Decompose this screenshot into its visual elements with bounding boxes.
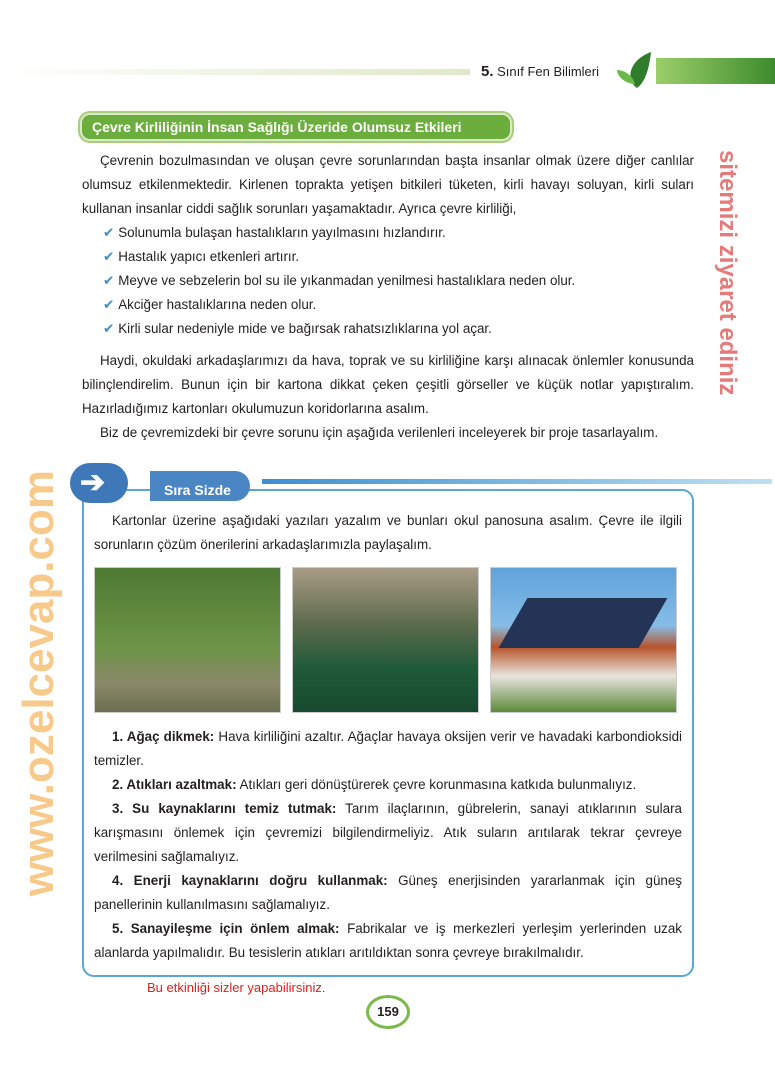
solution-text: Tarım ilaçlarının, gübrelerin, sanayi atıklarının sulara karışmasını önlemek için çevremizi bilgilendirmeliyiz. Atık suların arıtılarak tekrar çevreye verilmesini sağlamalıyız. xyxy=(94,801,682,864)
effect-item xyxy=(103,269,694,293)
solution-title: 1. Ağaç dikmek: xyxy=(112,729,215,744)
subject: Sınıf Fen Bilimleri xyxy=(497,64,600,79)
activity-intro: Kartonlar üzerine aşağıdaki yazıları yazalım ve bunları okul panosuna asalım. Çevre ile ilgili sorunların çözüm önerilerini arkadaşlarımızla paylaşalım. xyxy=(94,513,682,552)
solutions-list xyxy=(94,725,682,965)
effect-item xyxy=(103,293,694,317)
solution-title: 3. Su kaynaklarını temiz tutmak: xyxy=(112,801,337,816)
solution-text: Atıkları geri dönüştürerek çevre korunmasına katkıda bulunmalıyız. xyxy=(236,777,637,792)
leaf-icon xyxy=(615,50,655,90)
solution-item xyxy=(94,917,682,965)
activity-label: Sıra Sizde xyxy=(150,471,250,501)
grade: 5. xyxy=(481,63,494,80)
section-title: Çevre Kirliliğinin İnsan Sağlığı Üzeride Olumsuz Etkileri xyxy=(80,113,512,141)
recycling-bin-photo xyxy=(292,567,479,713)
solution-item xyxy=(94,725,682,773)
arrow-icon: ➔ xyxy=(80,466,106,499)
watermark: www.ozelcevap.com xyxy=(14,470,63,897)
effect-text: Solunumla bulaşan hastalıkların yayılmasını hızlandırır. xyxy=(118,225,446,240)
solution-text: Hava kirliliğini azaltır. Ağaçlar havaya oksijen verir ve havadaki karbondioksidi temizler. xyxy=(94,729,682,768)
solution-text: Fabrikalar ve iş merkezleri yerleşim yerlerinden uzak alanlarda yapılmalıdır. Bu tesislerin atıkları arıtıldıktan sonra çevreye bırakılmalıdır. xyxy=(94,921,683,960)
solution-title: 4. Enerji kaynaklarını doğru kullanmak: xyxy=(112,873,388,888)
effect-text: Meyve ve sebzelerin bol su ile yıkanmadan yenilmesi hastalıklara neden olur. xyxy=(118,273,576,288)
activity-line xyxy=(262,479,772,484)
effect-item xyxy=(103,245,694,269)
solution-item xyxy=(94,773,682,797)
paragraph-2: Haydi, okuldaki arkadaşlarımızı da hava, toprak ve su kirliliğine karşı alınacak önlemler konusunda bilinçlendirelim. Bunun için bir kartona dikkat çeken çeşitli görseller ve küçük notlar yapıştıralım. Hazırladığımız kartonları okulumuzun koridorlarına asalım. xyxy=(82,353,694,416)
header-line xyxy=(0,69,470,75)
effects-list xyxy=(103,221,694,341)
page-number: 159 xyxy=(366,995,410,1029)
activity-section xyxy=(80,466,694,977)
effect-text: Kirli sular nedeniyle mide ve bağırsak rahatsızlıklarına yol açar. xyxy=(118,321,492,336)
activity-box xyxy=(82,489,694,977)
tree-planting-photo xyxy=(94,567,281,713)
solution-item xyxy=(94,869,682,917)
check-icon: ✔ xyxy=(103,321,115,336)
solution-title: 2. Atıkları azaltmak: xyxy=(112,777,237,792)
solution-text: Güneş enerjisinden yararlanmak için güneş panellerinin kullanılmasını sağlamalıyız. xyxy=(94,873,682,912)
footer xyxy=(82,979,694,1035)
check-icon: ✔ xyxy=(103,273,115,288)
check-icon: ✔ xyxy=(103,297,115,312)
check-icon: ✔ xyxy=(103,225,115,240)
header-title xyxy=(481,63,599,80)
effect-item xyxy=(103,317,694,341)
watermark-sub: sitemizi ziyaret ediniz xyxy=(714,150,741,396)
header-bar xyxy=(656,58,775,84)
main-content xyxy=(82,149,694,1035)
effect-item xyxy=(103,221,694,245)
photo-row xyxy=(94,567,682,713)
check-icon: ✔ xyxy=(103,249,115,264)
paragraph-3: Biz de çevremizdeki bir çevre sorunu için aşağıda verilenleri inceleyerek bir proje tasarlayalım. xyxy=(100,425,659,440)
solution-title: 5. Sanayileşme için önlem almak: xyxy=(112,921,340,936)
effect-text: Akciğer hastalıklarına neden olur. xyxy=(118,297,317,312)
arrow-badge xyxy=(70,463,128,503)
intro-paragraph: Çevrenin bozulmasından ve oluşan çevre sorunlarından başta insanlar olmak üzere diğer canlılar olumsuz etkilenmektedir. Kirlenen toprakta yetişen bitkileri tüketen, kirli havayı soluyan, kirli suları kullanan insanlar ciddi sağlık sorunları yaşamaktadır. Ayrıca çevre kirliliği, xyxy=(82,153,694,216)
solar-panel xyxy=(499,598,668,648)
activity-header xyxy=(70,463,260,503)
solar-panel-house-photo xyxy=(490,567,677,713)
note: Bu etkinliği sizler yapabilirsiniz. xyxy=(147,980,326,995)
solution-item xyxy=(94,797,682,869)
effect-text: Hastalık yapıcı etkenleri artırır. xyxy=(118,249,300,264)
